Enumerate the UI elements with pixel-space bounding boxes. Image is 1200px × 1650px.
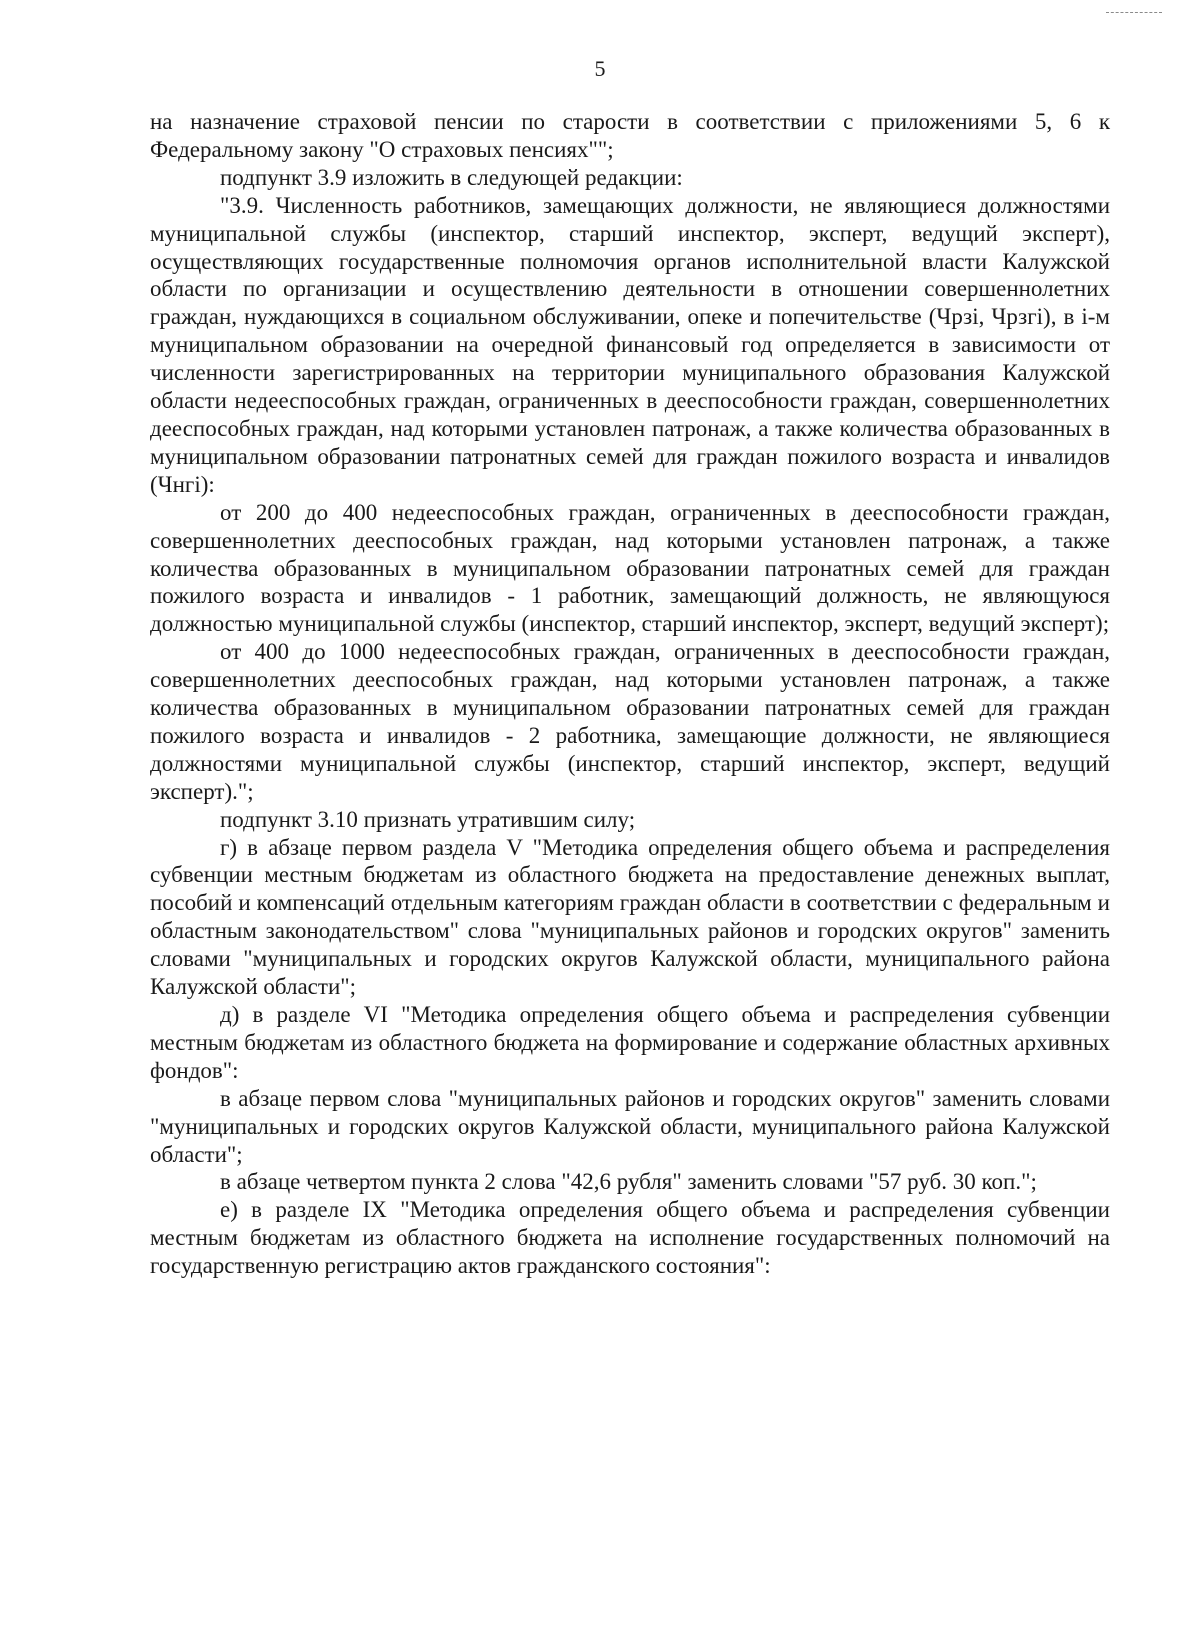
page-number: 5 [594, 56, 606, 81]
paragraph-subitem-3-9-intro: подпункт 3.9 изложить в следующей редакции: [220, 164, 683, 190]
scan-corner-mark [1106, 12, 1162, 15]
paragraph-item-d-section-vi: д) в разделе VI "Методика определения общего объема и распределения субвенции местным бюджетам из областного бюджета на формирование и содержание областных архивных фондов": [150, 1002, 1110, 1083]
document-body [150, 108, 1110, 1280]
paragraph-subitem-3-9-text: "3.9. Численность работников, замещающих должности, не являющиеся должностями муниципальной службы (инспектор, старший инспектор, эксперт, ведущий эксперт), осуществляющих государственные полномочия органов исполнительной власти Калужской области по организации и осуществлению деятельности в отношении совершеннолетних граждан, нуждающихся в социальном обслуживании, опеке и попечительстве (Чрзi, Чрзгi), в i-м муниципальном образовании на очередной финансовый год определяется в зависимости от численности зарегистрированных на территории муниципального образования Калужской области недееспособных граждан, ограниченных в дееспособности граждан, совершеннолетних дееспособных граждан, над которыми установлен патронаж, а также количества образованных в муниципальном образовании патронатных семей для граждан пожилого возраста и инвалидов (Чнгi): [150, 192, 1110, 497]
paragraph-first-abzac-replacement: в абзаце первом слова "муниципальных районов и городских округов" заменить словами "муниципальных и городских округов Калужской области, муниципального района Калужской области"; [150, 1085, 1110, 1167]
paragraph-item-e-section-ix: е) в разделе IX "Методика определения общего объема и распределения субвенции местным бюджетам из областного бюджета на исполнение государственных полномочий на государственную регистрацию актов гражданского состояния": [150, 1197, 1110, 1279]
paragraph-item-g-section-v: г) в абзаце первом раздела V "Методика определения общего объема и распределения субвенции местным бюджетам из областного бюджета на предоставление денежных выплат, пособий и компенсаций отдельным категориям граждан области в соответствии с федеральным и областным законодательством" слова "муниципальных районов и городских округов" заменить словами "муниципальных и городских округов Калужской области, муниципального района Калужской области"; [150, 834, 1110, 1000]
paragraph-fourth-abzac-replacement: в абзаце четвертом пункта 2 слова "42,6 рубля" заменить словами "57 руб. 30 коп."; [220, 1169, 1037, 1195]
paragraph-range-200-400: от 200 до 400 недееспособных граждан, ограниченных в дееспособности граждан, совершеннолетних дееспособных граждан, над которыми установлен патронаж, а также количества образованных в муниципальном образовании патронатных семей для граждан пожилого возраста и инвалидов - 1 работник, замещающий должность, не являющуюся должностью муниципальной службы (инспектор, старший инспектор, эксперт, ведущий эксперт); [150, 499, 1110, 637]
paragraph-subitem-3-10: подпункт 3.10 признать утратившим силу; [220, 806, 636, 832]
paragraph-continuation-pension-law: на назначение страховой пенсии по старости в соответствии с приложениями 5, 6 к Федеральному закону "О страховых пенсиях""; [150, 109, 1110, 162]
paragraph-range-400-1000: от 400 до 1000 недееспособных граждан, ограниченных в дееспособности граждан, совершеннолетних дееспособных граждан, над которыми установлен патронаж, а также количества образованных в муниципальном образовании патронатных семей для граждан пожилого возраста и инвалидов - 2 работника, замещающие должности, не являющиеся должностями муниципальной службы (инспектор, старший инспектор, эксперт, ведущий эксперт)."; [150, 639, 1110, 804]
